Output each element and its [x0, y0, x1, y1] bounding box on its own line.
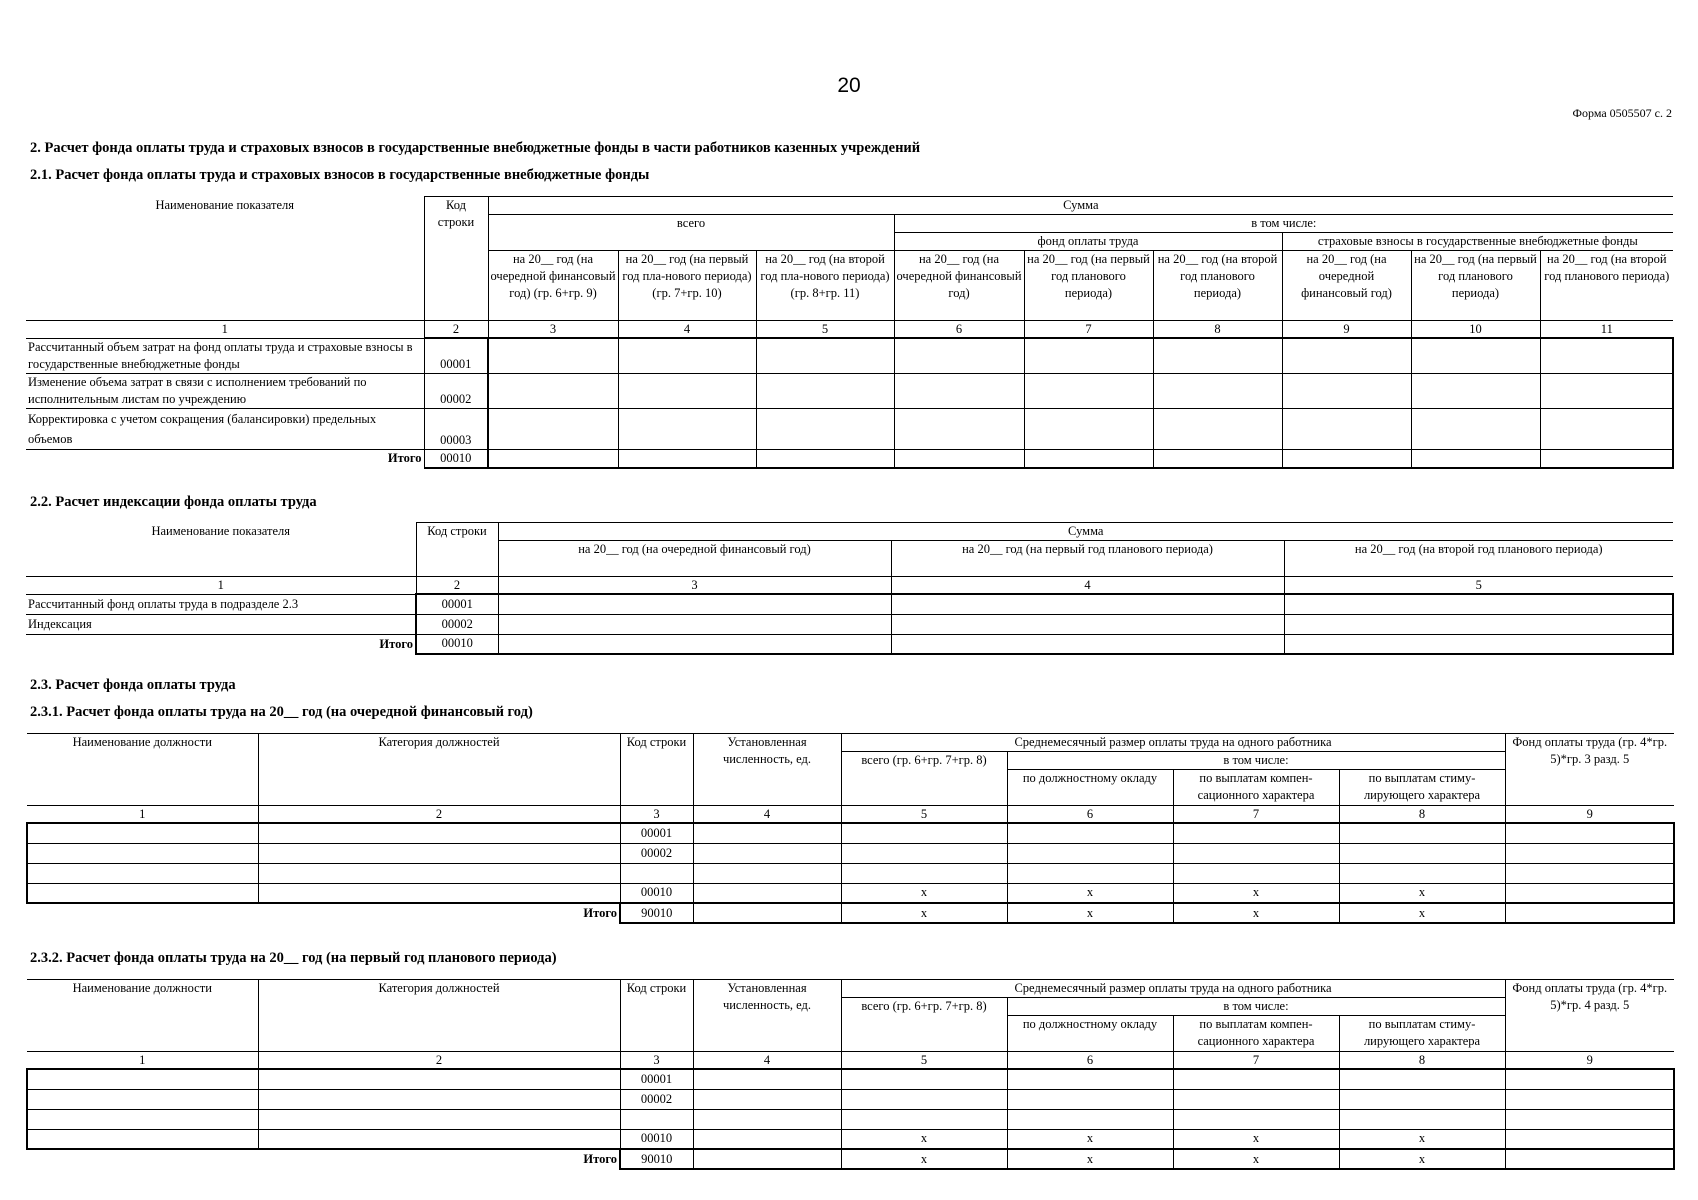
- data-cell[interactable]: [891, 614, 1284, 634]
- data-cell[interactable]: [894, 338, 1024, 373]
- data-cell[interactable]: [693, 903, 841, 923]
- col-number: 8: [1339, 1052, 1505, 1070]
- col-number: 9: [1282, 321, 1411, 339]
- header-line-code: Код строки: [620, 980, 693, 1052]
- row-code: 00001: [416, 594, 498, 614]
- col-number: 5: [1284, 577, 1673, 595]
- header-line-code: Код строки: [424, 197, 488, 321]
- data-cell[interactable]: [841, 823, 1007, 843]
- data-cell[interactable]: [1505, 843, 1674, 863]
- data-cell[interactable]: [891, 594, 1284, 614]
- category-cell[interactable]: [258, 843, 620, 863]
- row-code: 00002: [416, 614, 498, 634]
- header-col-3: на 20__ год (на очередной финансовый год): [498, 541, 891, 577]
- x-mark: x: [1173, 903, 1339, 923]
- col-number: 2: [416, 577, 498, 595]
- data-cell[interactable]: [1339, 1089, 1505, 1109]
- col-number: 7: [1173, 806, 1339, 824]
- header-position: Наименование должности: [27, 734, 258, 806]
- data-cell[interactable]: [1505, 1149, 1674, 1169]
- row-name: Изменение объема затрат в связи с исполнением требований по исполнительным листам по учреждению: [26, 373, 424, 408]
- col-number: 3: [620, 806, 693, 824]
- header-indicator-name: Наименование показателя: [26, 523, 416, 577]
- data-cell[interactable]: [756, 449, 894, 468]
- row-code: 00001: [620, 823, 693, 843]
- total-code: 90010: [620, 903, 693, 923]
- data-cell[interactable]: [693, 1149, 841, 1169]
- data-cell[interactable]: [1024, 408, 1153, 449]
- data-cell[interactable]: [1505, 1069, 1674, 1089]
- row-code: 00003: [424, 408, 488, 449]
- data-cell[interactable]: [1173, 863, 1339, 883]
- row-code: 00010: [620, 1129, 693, 1149]
- data-cell[interactable]: [1024, 373, 1153, 408]
- header-col-4: на 20__ год (на первый год пла-нового периода) (гр. 7+гр. 10): [618, 251, 756, 321]
- data-cell[interactable]: [1540, 338, 1673, 373]
- row-code: 00001: [620, 1069, 693, 1089]
- data-cell[interactable]: [1505, 883, 1674, 903]
- category-cell[interactable]: [258, 1129, 620, 1149]
- col-number: 7: [1173, 1052, 1339, 1070]
- data-cell[interactable]: [1540, 408, 1673, 449]
- data-cell[interactable]: [894, 408, 1024, 449]
- col-number: 4: [618, 321, 756, 339]
- col-number: 2: [424, 321, 488, 339]
- data-cell[interactable]: [1173, 1069, 1339, 1089]
- table-row: [27, 1069, 1674, 1089]
- category-cell[interactable]: [258, 883, 620, 903]
- table-2-3-1-title: 2.3.1. Расчет фонда оплаты труда на 20__ год (на очередной финансовый год): [30, 704, 533, 720]
- header-col-9: на 20__ год (на очередной финансовый год): [1282, 251, 1411, 321]
- data-cell[interactable]: [693, 1089, 841, 1109]
- table-2-1-title: 2.1. Расчет фонда оплаты труда и страховых взносов в государственные внебюджетные фонды: [30, 167, 650, 183]
- data-cell[interactable]: [1007, 1109, 1173, 1129]
- header-wage-fund: Фонд оплаты труда (гр. 4*гр. 5)*гр. 4 разд. 5: [1505, 980, 1674, 1052]
- header-total: всего: [488, 215, 894, 251]
- col-number: 10: [1411, 321, 1540, 339]
- data-cell[interactable]: [894, 373, 1024, 408]
- category-cell[interactable]: [258, 863, 620, 883]
- header-col-4: на 20__ год (на первый год планового периода): [891, 541, 1284, 577]
- header-col-7: на 20__ год (на первый год планового периода): [1024, 251, 1153, 321]
- header-including: в том числе:: [1007, 998, 1505, 1016]
- header-category: Категория должностей: [258, 980, 620, 1052]
- data-cell[interactable]: [1173, 843, 1339, 863]
- data-cell[interactable]: [693, 883, 841, 903]
- table-2-2-title: 2.2. Расчет индексации фонда оплаты труда: [30, 494, 317, 510]
- col-number: 2: [258, 1052, 620, 1070]
- x-mark: x: [1173, 1149, 1339, 1169]
- data-cell[interactable]: [693, 843, 841, 863]
- position-cell[interactable]: [27, 823, 258, 843]
- data-cell[interactable]: [1024, 338, 1153, 373]
- header-compensation: по выплатам компен-сационного характера: [1173, 1016, 1339, 1052]
- col-number: 7: [1024, 321, 1153, 339]
- col-number: 4: [891, 577, 1284, 595]
- position-cell[interactable]: [27, 1089, 258, 1109]
- form-code: Форма 0505507 с. 2: [1572, 106, 1672, 120]
- col-number: 1: [26, 321, 424, 339]
- data-cell[interactable]: [1339, 1109, 1505, 1129]
- category-cell[interactable]: [258, 1089, 620, 1109]
- row-code: 00002: [424, 373, 488, 408]
- category-cell[interactable]: [258, 1069, 620, 1089]
- data-cell[interactable]: [1007, 1089, 1173, 1109]
- data-cell[interactable]: [1411, 408, 1540, 449]
- header-headcount: Установленная численность, ед.: [693, 734, 841, 806]
- col-number: 3: [488, 321, 618, 339]
- total-row: [26, 634, 1673, 654]
- row-name: Рассчитанный фонд оплаты труда в подразделе 2.3: [26, 594, 416, 614]
- x-mark: x: [1007, 1129, 1173, 1149]
- subtotal-row: [27, 883, 1674, 903]
- header-wage-fund: Фонд оплаты труда (гр. 4*гр. 5)*гр. 3 разд. 5: [1505, 734, 1674, 806]
- data-cell[interactable]: [1007, 863, 1173, 883]
- table-row: [26, 594, 1673, 614]
- header-including: в том числе:: [1007, 752, 1505, 770]
- header-col-5: на 20__ год (на второй год пла-нового периода) (гр. 8+гр. 11): [756, 251, 894, 321]
- col-number: 5: [756, 321, 894, 339]
- col-number: 5: [841, 1052, 1007, 1070]
- header-col-5: на 20__ год (на второй год планового периода): [1284, 541, 1673, 577]
- data-cell[interactable]: [1007, 1069, 1173, 1089]
- table-2-3-2-title: 2.3.2. Расчет фонда оплаты труда на 20__ год (на первый год планового периода): [30, 950, 557, 966]
- header-category: Категория должностей: [258, 734, 620, 806]
- header-col-3: на 20__ год (на очередной финансовый год) (гр. 6+гр. 9): [488, 251, 618, 321]
- x-mark: x: [1173, 1129, 1339, 1149]
- col-number: 1: [27, 806, 258, 824]
- table-row: [27, 1089, 1674, 1109]
- data-cell[interactable]: [693, 1129, 841, 1149]
- total-code: 00010: [416, 634, 498, 654]
- data-cell[interactable]: [488, 408, 618, 449]
- data-cell[interactable]: [1411, 449, 1540, 468]
- table-row: [27, 823, 1674, 843]
- total-code: 00010: [424, 449, 488, 468]
- data-cell[interactable]: [841, 843, 1007, 863]
- data-cell[interactable]: [1540, 373, 1673, 408]
- header-col-11: на 20__ год (на второй год планового периода): [1540, 251, 1673, 321]
- position-cell[interactable]: [27, 1129, 258, 1149]
- category-cell[interactable]: [258, 1109, 620, 1129]
- data-cell[interactable]: [488, 338, 618, 373]
- x-mark: x: [1007, 1149, 1173, 1169]
- data-cell[interactable]: [894, 449, 1024, 468]
- data-cell[interactable]: [1153, 373, 1282, 408]
- col-number: 3: [620, 1052, 693, 1070]
- category-cell[interactable]: [258, 823, 620, 843]
- data-cell[interactable]: [693, 1069, 841, 1089]
- data-cell[interactable]: [488, 449, 618, 468]
- x-mark: x: [841, 1129, 1007, 1149]
- data-cell[interactable]: [1505, 1129, 1674, 1149]
- x-mark: x: [841, 903, 1007, 923]
- header-wage-fund: фонд оплаты труда: [894, 233, 1282, 251]
- header-salary: по должностному окладу: [1007, 770, 1173, 806]
- table-row: [27, 843, 1674, 863]
- data-cell[interactable]: [1505, 903, 1674, 923]
- data-cell[interactable]: [1282, 338, 1411, 373]
- header-avg-salary: Среднемесячный размер оплаты труда на одного работника: [841, 980, 1505, 998]
- total-label: Итого: [258, 903, 620, 923]
- col-number: 4: [693, 806, 841, 824]
- data-cell[interactable]: [1284, 614, 1673, 634]
- total-row: [27, 1149, 1674, 1169]
- x-mark: x: [1339, 1149, 1505, 1169]
- table-2-3-1: [26, 733, 1675, 924]
- data-cell[interactable]: [1173, 1089, 1339, 1109]
- position-cell[interactable]: [27, 863, 258, 883]
- header-salary: по должностному окладу: [1007, 1016, 1173, 1052]
- data-cell[interactable]: [1540, 449, 1673, 468]
- data-cell[interactable]: [693, 823, 841, 843]
- header-incentive: по выплатам стиму-лирующего характера: [1339, 770, 1505, 806]
- table-2-1: [26, 196, 1674, 469]
- subtotal-row: [27, 1129, 1674, 1149]
- header-insurance: страховые взносы в государственные внебюджетные фонды: [1282, 233, 1673, 251]
- data-cell[interactable]: [1153, 408, 1282, 449]
- x-mark: x: [1007, 883, 1173, 903]
- col-number: 8: [1153, 321, 1282, 339]
- x-mark: x: [841, 883, 1007, 903]
- data-cell[interactable]: [1284, 634, 1673, 654]
- data-cell[interactable]: [841, 1109, 1007, 1129]
- table-2-2: [26, 522, 1674, 655]
- row-name: Индексация: [26, 614, 416, 634]
- data-cell[interactable]: [1284, 594, 1673, 614]
- position-cell[interactable]: [27, 883, 258, 903]
- data-cell[interactable]: [1173, 1109, 1339, 1129]
- row-code: [620, 863, 693, 883]
- table-row: [26, 373, 1673, 408]
- header-line-code: Код строки: [620, 734, 693, 806]
- row-code: 00002: [620, 1089, 693, 1109]
- section-2-3-title: 2.3. Расчет фонда оплаты труда: [30, 677, 236, 693]
- col-number: 2: [258, 806, 620, 824]
- data-cell[interactable]: [498, 614, 891, 634]
- section-2-title: 2. Расчет фонда оплаты труда и страховых взносов в государственные внебюджетные фонды в части работников казенных учреждений: [30, 140, 921, 156]
- data-cell[interactable]: [841, 1089, 1007, 1109]
- table-row: [27, 863, 1674, 883]
- header-col-10: на 20__ год (на первый год планового периода): [1411, 251, 1540, 321]
- col-number: 11: [1540, 321, 1673, 339]
- x-mark: x: [1339, 903, 1505, 923]
- header-compensation: по выплатам компен-сационного характера: [1173, 770, 1339, 806]
- table-row: [26, 408, 1673, 449]
- col-number: 6: [1007, 1052, 1173, 1070]
- header-headcount: Установленная численность, ед.: [693, 980, 841, 1052]
- data-cell[interactable]: [498, 634, 891, 654]
- col-number: 6: [894, 321, 1024, 339]
- header-sum: Сумма: [488, 197, 1673, 215]
- row-name: Корректировка с учетом сокращения (балансировки) предельных объемов: [26, 408, 424, 449]
- header-incentive: по выплатам стиму-лирующего характера: [1339, 1016, 1505, 1052]
- data-cell[interactable]: [1282, 449, 1411, 468]
- row-name: Рассчитанный объем затрат на фонд оплаты труда и страховые взносы в государственные внебюджетные фонды: [26, 338, 424, 373]
- col-number: 1: [27, 1052, 258, 1070]
- position-cell[interactable]: [27, 1069, 258, 1089]
- header-avg-total: всего (гр. 6+гр. 7+гр. 8): [841, 752, 1007, 806]
- col-number: 1: [26, 577, 416, 595]
- total-label: Итого: [26, 634, 416, 654]
- data-cell[interactable]: [1024, 449, 1153, 468]
- data-cell[interactable]: [1339, 863, 1505, 883]
- x-mark: x: [1007, 903, 1173, 923]
- page-number: 20: [837, 74, 861, 97]
- x-mark: x: [1173, 883, 1339, 903]
- data-cell[interactable]: [618, 338, 756, 373]
- position-cell[interactable]: [27, 1109, 258, 1129]
- data-cell[interactable]: [1339, 823, 1505, 843]
- data-cell[interactable]: [693, 863, 841, 883]
- header-avg-total: всего (гр. 6+гр. 7+гр. 8): [841, 998, 1007, 1052]
- data-cell[interactable]: [1411, 373, 1540, 408]
- data-cell[interactable]: [1505, 823, 1674, 843]
- col-number: 6: [1007, 806, 1173, 824]
- data-cell[interactable]: [1339, 843, 1505, 863]
- total-row: [26, 449, 1673, 468]
- data-cell[interactable]: [693, 1109, 841, 1129]
- total-code: 90010: [620, 1149, 693, 1169]
- data-cell[interactable]: [498, 594, 891, 614]
- data-cell[interactable]: [891, 634, 1284, 654]
- data-cell[interactable]: [1411, 338, 1540, 373]
- x-mark: x: [1339, 1129, 1505, 1149]
- col-number: 9: [1505, 1052, 1674, 1070]
- col-number: 9: [1505, 806, 1674, 824]
- col-number: 4: [693, 1052, 841, 1070]
- data-cell[interactable]: [1505, 863, 1674, 883]
- data-cell[interactable]: [1339, 1069, 1505, 1089]
- data-cell[interactable]: [488, 373, 618, 408]
- data-cell[interactable]: [756, 373, 894, 408]
- position-cell[interactable]: [27, 843, 258, 863]
- data-cell[interactable]: [618, 408, 756, 449]
- header-indicator-name: Наименование показателя: [26, 197, 424, 321]
- total-row: [27, 903, 1674, 923]
- data-cell[interactable]: [841, 1069, 1007, 1089]
- data-cell[interactable]: [756, 408, 894, 449]
- data-cell[interactable]: [618, 373, 756, 408]
- col-number: 5: [841, 806, 1007, 824]
- header-sum: Сумма: [498, 523, 1673, 541]
- col-number: 8: [1339, 806, 1505, 824]
- x-mark: x: [1339, 883, 1505, 903]
- header-position: Наименование должности: [27, 980, 258, 1052]
- data-cell[interactable]: [618, 449, 756, 468]
- total-label: Итого: [258, 1149, 620, 1169]
- table-row: [27, 1109, 1674, 1129]
- table-row: [26, 614, 1673, 634]
- row-code: 00001: [424, 338, 488, 373]
- data-cell[interactable]: [1282, 408, 1411, 449]
- data-cell[interactable]: [1153, 449, 1282, 468]
- header-avg-salary: Среднемесячный размер оплаты труда на одного работника: [841, 734, 1505, 752]
- data-cell[interactable]: [1153, 338, 1282, 373]
- data-cell[interactable]: [756, 338, 894, 373]
- header-line-code: Код строки: [416, 523, 498, 577]
- data-cell[interactable]: [1007, 823, 1173, 843]
- row-code: [620, 1109, 693, 1129]
- col-number: 3: [498, 577, 891, 595]
- header-including: в том числе:: [894, 215, 1673, 233]
- total-label: Итого: [26, 449, 424, 468]
- table-row: [26, 338, 1673, 373]
- data-cell[interactable]: [1173, 823, 1339, 843]
- row-code: 00010: [620, 883, 693, 903]
- header-col-8: на 20__ год (на второй год планового периода): [1153, 251, 1282, 321]
- data-cell[interactable]: [1505, 1089, 1674, 1109]
- data-cell[interactable]: [1505, 1109, 1674, 1129]
- header-col-6: на 20__ год (на очередной финансовый год): [894, 251, 1024, 321]
- data-cell[interactable]: [841, 863, 1007, 883]
- data-cell[interactable]: [1007, 843, 1173, 863]
- row-code: 00002: [620, 843, 693, 863]
- table-2-3-2: [26, 979, 1675, 1170]
- data-cell[interactable]: [1282, 373, 1411, 408]
- x-mark: x: [841, 1149, 1007, 1169]
